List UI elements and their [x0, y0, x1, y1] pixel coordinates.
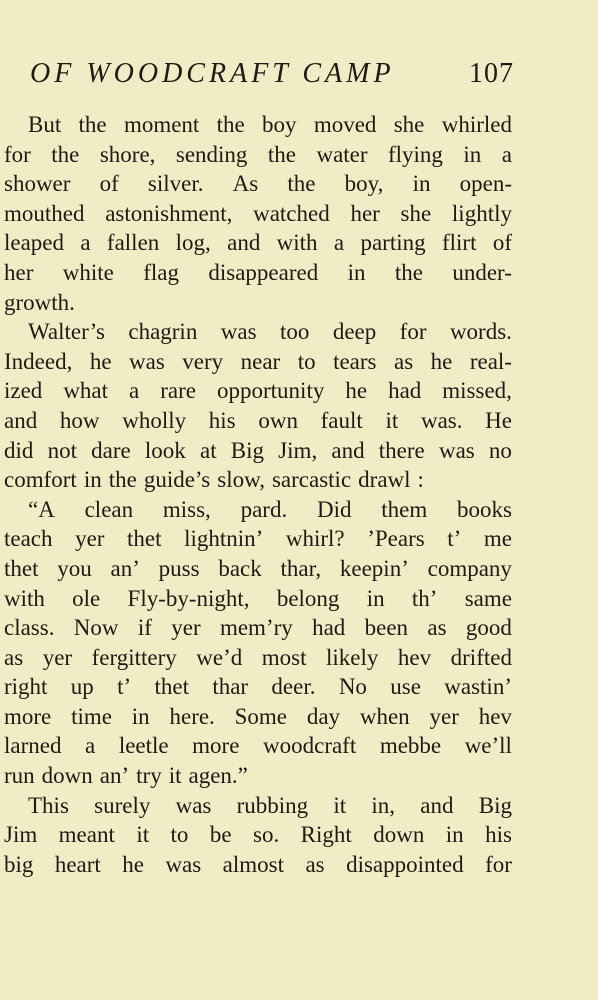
word: more	[192, 733, 240, 759]
body-text	[4, 110, 512, 879]
text-line	[4, 584, 512, 614]
word: and	[331, 437, 365, 463]
word: leetle	[118, 733, 169, 759]
word: as	[4, 644, 24, 670]
word: disappeared	[208, 259, 319, 285]
word: as	[393, 348, 414, 374]
word: Walter’s	[28, 319, 105, 345]
word: Some	[234, 703, 288, 729]
text-line	[4, 406, 512, 436]
text-line	[4, 317, 512, 347]
word: day	[306, 703, 341, 729]
text-line	[4, 140, 512, 170]
word: agen.”	[188, 763, 248, 789]
word: t’	[117, 674, 132, 700]
word: in	[366, 585, 385, 611]
text-line	[4, 731, 512, 761]
word: the	[287, 171, 316, 197]
word: ized	[4, 378, 43, 404]
word: real-	[469, 348, 512, 374]
word: for	[399, 319, 427, 345]
word: her	[4, 259, 34, 285]
word: moment	[123, 112, 200, 137]
word: in	[445, 822, 464, 848]
word: astonishment,	[105, 200, 233, 226]
word: use	[390, 674, 421, 700]
word: keepin’	[339, 555, 409, 581]
word: you	[57, 555, 92, 581]
word: more	[4, 703, 52, 729]
word: whirl?	[285, 526, 345, 552]
word: yer	[42, 644, 73, 670]
word: time	[71, 703, 112, 729]
word: of	[492, 230, 512, 256]
word: fallen	[106, 230, 160, 256]
word: dare	[91, 437, 131, 463]
word: open-	[459, 171, 512, 197]
word: Right	[300, 822, 352, 848]
word: This	[28, 792, 69, 818]
word: wastin’	[444, 674, 512, 700]
word: in	[412, 171, 431, 197]
word: drawl	[358, 467, 411, 493]
word: Big	[230, 437, 265, 463]
word: own	[258, 407, 298, 433]
word: did	[4, 437, 34, 463]
text-line	[4, 554, 512, 584]
word: we’d	[196, 644, 243, 670]
word: look	[144, 437, 186, 463]
word: in	[83, 467, 102, 493]
word: had	[312, 615, 346, 641]
word: he	[89, 348, 112, 374]
word: hev	[478, 703, 512, 729]
word: shore,	[99, 141, 156, 167]
text-line	[4, 199, 512, 229]
word: mouthed	[4, 200, 85, 226]
word: But	[28, 112, 62, 137]
word: was	[129, 348, 165, 374]
word: the	[267, 141, 296, 167]
word: yer	[429, 703, 459, 729]
word: for	[485, 851, 512, 877]
word: rubbing	[236, 792, 309, 818]
word: not	[47, 437, 77, 463]
word: hev	[397, 644, 432, 670]
page-number: 107	[469, 58, 514, 89]
word: an’	[110, 555, 140, 581]
word: Now	[73, 615, 119, 641]
word: them	[381, 496, 428, 522]
text-line	[4, 465, 512, 495]
word: for	[4, 141, 31, 167]
text-line	[4, 613, 512, 643]
word: wholly	[122, 407, 187, 433]
word: company	[427, 555, 512, 581]
word: try	[136, 763, 162, 789]
text-line	[4, 376, 512, 406]
word: thet	[4, 555, 39, 581]
word: of	[99, 171, 119, 197]
word: sarcastic	[271, 467, 352, 493]
word: tears	[333, 348, 377, 374]
word: in,	[371, 792, 396, 818]
word: he	[345, 378, 368, 404]
word: the	[108, 467, 137, 493]
text-line	[4, 850, 512, 880]
word: her	[350, 200, 380, 226]
word: was	[438, 437, 475, 463]
word: Fly-by-night,	[127, 585, 250, 611]
word: whirled	[441, 112, 512, 137]
word: she	[393, 112, 425, 137]
word: fergittery	[91, 644, 177, 670]
word: big	[4, 851, 34, 877]
word: we’ll	[464, 733, 512, 759]
word: ole	[72, 585, 101, 611]
word: heart	[54, 851, 101, 877]
word: to	[297, 348, 316, 374]
word: missed,	[442, 378, 512, 404]
word: be	[209, 822, 232, 848]
word: Jim	[4, 822, 38, 848]
word: and	[4, 407, 38, 433]
word: No	[338, 674, 367, 700]
word: guide’s	[143, 467, 211, 493]
text-line	[4, 347, 512, 377]
word: chagrin	[128, 319, 198, 345]
word: log,	[175, 230, 211, 256]
word: it	[333, 792, 347, 818]
word: mem’ry	[219, 615, 293, 641]
word: same	[464, 585, 512, 611]
word: a	[501, 141, 512, 167]
text-line	[4, 761, 512, 791]
word: boy,	[344, 171, 384, 197]
text-line	[4, 643, 512, 673]
text-line	[4, 702, 512, 732]
text-line	[4, 791, 512, 821]
word: He	[485, 407, 512, 433]
word: belong	[276, 585, 340, 611]
word: As	[232, 171, 259, 197]
text-line	[4, 524, 512, 554]
word: moved	[313, 112, 377, 137]
word: fault	[320, 407, 363, 433]
text-line	[4, 495, 512, 525]
word: books	[457, 496, 512, 522]
word: flying	[387, 141, 443, 167]
word: Indeed,	[4, 348, 73, 374]
word: comfort	[4, 467, 77, 493]
word: drifted	[450, 644, 512, 670]
word: was	[220, 319, 257, 345]
word: thet	[154, 674, 189, 700]
word: opportunity	[217, 378, 325, 404]
word: thar,	[280, 555, 322, 581]
word: slow,	[217, 467, 265, 493]
word: surely	[94, 792, 151, 818]
word: how	[59, 407, 100, 433]
word: ’Pears	[367, 526, 425, 552]
word: likely	[326, 644, 379, 670]
word: deep	[332, 319, 377, 345]
word: in	[347, 259, 366, 285]
word: his	[485, 822, 512, 848]
word: class.	[4, 615, 55, 641]
word: an’	[99, 763, 130, 789]
word: miss,	[162, 496, 211, 522]
word: in	[463, 141, 482, 167]
word: up	[70, 674, 94, 700]
word: watched	[253, 200, 330, 226]
word: the	[51, 141, 80, 167]
word: down	[41, 763, 93, 789]
word: rare	[160, 378, 196, 404]
word: a	[333, 230, 345, 256]
word: here.	[169, 703, 215, 729]
word: white	[62, 259, 114, 285]
text-line	[4, 672, 512, 702]
word: run	[4, 763, 35, 789]
word: with	[276, 230, 318, 256]
word: boy	[262, 112, 297, 137]
word: puss	[158, 555, 200, 581]
word: he	[122, 851, 144, 877]
word: yer	[171, 615, 201, 641]
word: parting	[360, 230, 426, 256]
word: at	[200, 437, 217, 463]
word: it	[385, 407, 399, 433]
word: th’	[411, 585, 438, 611]
word: “A	[28, 496, 55, 522]
word: a	[129, 378, 140, 404]
word: meant	[58, 822, 115, 848]
word: his	[208, 407, 236, 433]
word: leaped	[4, 230, 65, 256]
word: with	[4, 585, 45, 611]
word: disappointed	[346, 851, 464, 877]
word: flirt	[441, 230, 477, 256]
word: been	[364, 615, 409, 641]
word: thet	[127, 526, 162, 552]
word: teach	[4, 526, 53, 552]
word: t’	[447, 526, 462, 552]
word: too	[279, 319, 310, 345]
word: thar	[212, 674, 249, 700]
word: it	[136, 822, 150, 848]
word: was	[165, 851, 202, 877]
word: in	[131, 703, 150, 729]
word: water	[316, 141, 368, 167]
word: near	[240, 348, 281, 374]
text-line	[4, 258, 512, 288]
word: as	[305, 851, 325, 877]
word: had	[388, 378, 422, 404]
word: to	[170, 822, 189, 848]
running-head	[30, 58, 514, 98]
word: and	[227, 230, 261, 256]
word: yer	[75, 526, 105, 552]
word: under-	[452, 259, 512, 285]
word: was.	[420, 407, 463, 433]
word: very	[182, 348, 224, 374]
text-line	[4, 169, 512, 199]
word: she	[400, 200, 432, 226]
word: pard.	[240, 496, 288, 522]
word: was	[175, 792, 212, 818]
text-line	[4, 436, 512, 466]
word: no	[488, 437, 512, 463]
word: clean	[84, 496, 134, 522]
word: sending	[175, 141, 248, 167]
word: what	[63, 378, 109, 404]
text-line	[4, 228, 512, 258]
word: the	[78, 112, 107, 137]
word: :	[417, 467, 424, 493]
word: it	[168, 763, 182, 789]
running-title: OF WOODCRAFT CAMP	[30, 58, 395, 89]
word: a	[85, 733, 96, 759]
word: larned	[4, 733, 62, 759]
word: words.	[449, 319, 512, 345]
word: silver.	[147, 171, 204, 197]
word: deer.	[271, 674, 316, 700]
word: a	[80, 230, 91, 256]
word: Big	[478, 792, 512, 818]
word: good	[465, 615, 512, 641]
word: there	[378, 437, 425, 463]
word: woodcraft	[263, 733, 357, 759]
word: down	[373, 822, 425, 848]
word: and	[420, 792, 454, 818]
word: growth.	[4, 289, 75, 315]
text-line	[4, 110, 512, 140]
word: if	[137, 615, 152, 641]
text-line	[4, 820, 512, 850]
word: he	[430, 348, 453, 374]
word: mebbe	[379, 733, 442, 759]
word: flag	[143, 259, 179, 285]
word: as	[427, 615, 447, 641]
word: almost	[222, 851, 285, 877]
text-line	[4, 288, 512, 318]
word: lightnin’	[184, 526, 264, 552]
word: lightly	[451, 200, 512, 226]
word: me	[483, 526, 512, 552]
word: right	[4, 674, 48, 700]
word: shower	[4, 171, 71, 197]
word: Jim,	[278, 437, 318, 463]
word: the	[394, 259, 423, 285]
word: most	[261, 644, 307, 670]
word: so.	[253, 822, 280, 848]
word: when	[359, 703, 410, 729]
word: the	[216, 112, 245, 137]
word: Did	[316, 496, 352, 522]
word: back	[218, 555, 262, 581]
